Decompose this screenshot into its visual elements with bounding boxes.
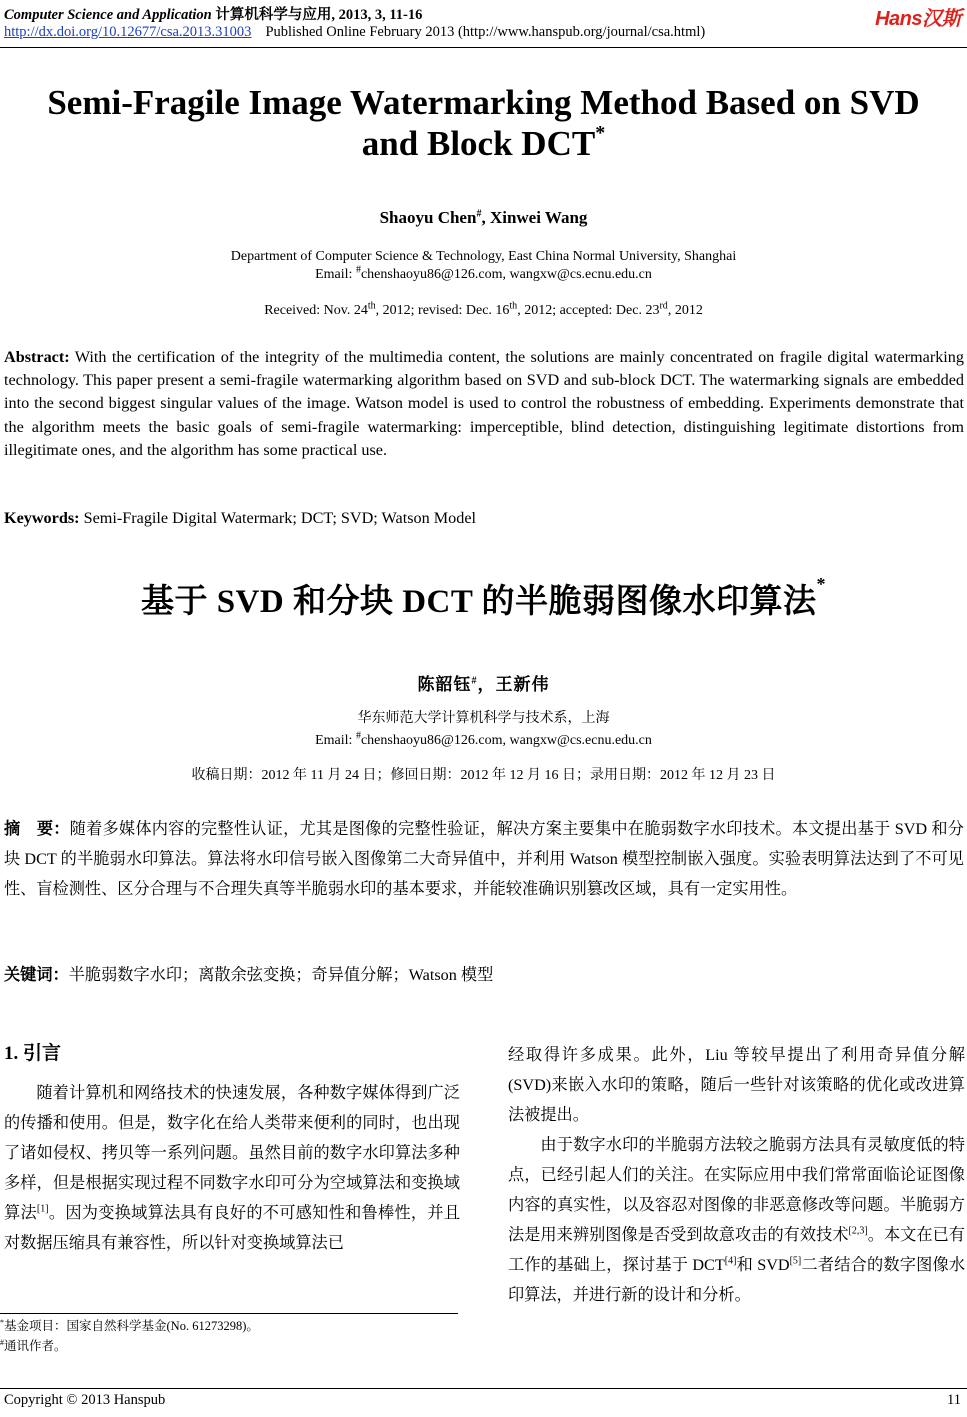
- abstract-zh: 摘 要：随着多媒体内容的完整性认证，尤其是图像的完整性验证，解决方案主要集中在脆弱数字水印技术。本文提出基于 SVD 和分块 DCT 的半脆弱水印算法。算法将水印信号嵌入图像第二大奇异值中，并利用 Watson 模型控制嵌入强度。实验表明算法达到了不可见性、盲检测性、区分合理与不合理失真等半脆弱水印的基本要求，并能较准确识别篡改区域，具有一定实用性。: [4, 820, 964, 898]
- email-zh: Email: #chenshaoyu86@126.com, wangxw@cs.ecnu.edu.cn: [315, 730, 652, 748]
- section-heading: 1. 引言: [4, 1043, 62, 1064]
- affiliation-en: Department of Computer Science & Technology, East China Normal University, Shanghai: [230, 249, 737, 264]
- title-line-1: Semi-Fragile Image Watermarking Method Based on SVD: [47, 83, 920, 122]
- paper-title-en: [0, 82, 967, 164]
- dates-zh: 收稿日期：2012 年 11 月 24 日；修回日期：2012 年 12 月 16 日；录用日期：2012 年 12 月 23 日: [191, 768, 776, 783]
- footnotes: [0, 1316, 259, 1356]
- doi-link[interactable]: http://dx.doi.org/10.12677/csa.2013.31003: [4, 24, 252, 40]
- paragraph: 经取得许多成果。此外，Liu 等较早提出了利用奇异值分解(SVD)来嵌入水印的策略，随后一些针对该策略的优化或改进算法被提出。: [508, 1046, 965, 1124]
- abstract-en: [4, 346, 964, 462]
- hans-logo: Hans汉斯: [875, 8, 961, 30]
- journal-info-zh: 计算机科学与应用, 2013, 3, 11-16: [215, 7, 423, 23]
- dates-en: Received: Nov. 24th, 2012; revised: Dec. 16th, 2012; accepted: Dec. 23rd, 2012: [264, 300, 703, 318]
- abstract-text: With the certification of the integrity of the multimedia content, the solutions are mainly concentrated on fragile digital watermarking technology. This paper present a semi-fragile watermarking algorithm based on SVD and sub-block DCT. The watermarking signals are embedded into the second biggest singular values of the image. Watson model is used to control the robustness of embedding. Experiments demonstrate that the algorithm meets the basic goals of semi-fragile watermarking: imperceptible, blind detection, distinguishing legitimate distortions from illegitimate ones, and the algorithm has some practical use.: [4, 348, 964, 459]
- column-left: [4, 1078, 460, 1258]
- keywords-en: Keywords: Semi-Fragile Digital Watermark; DCT; SVD; Watson Model: [4, 509, 477, 527]
- authors-zh: 陈韶钰#，王新伟: [417, 675, 550, 694]
- journal-name: Computer Science and Application: [4, 7, 212, 23]
- email-en: Email: #chenshaoyu86@126.com, wangxw@cs.ecnu.edu.cn: [315, 264, 652, 282]
- header-divider: [0, 47, 967, 48]
- paragraph: 随着计算机和网络技术的快速发展，各种数字媒体得到广泛的传播和使用。但是，数字化在给人类带来便利的同时，也出现了诸如侵权、拷贝等一系列问题。虽然目前的数字水印算法多种多样，但是根据实现过程不同数字水印可分为空域算法和变换域算法[1]。因为变换域算法具有良好的不可感知性和鲁棒性，并且对数据压缩具有兼容性，所以针对变换域算法已: [4, 1084, 461, 1252]
- page-number: 11: [947, 1392, 961, 1408]
- paragraph: 由于数字水印的半脆弱方法较之脆弱方法具有灵敏度低的特点，已经引起人们的关注。在实际应用中我们常常面临论证图像内容的真实性，以及容忍对图像的非恶意修改等问题。半脆弱方法是用来辨别图像是否受到故意攻击的有效技术[2,3]。本文在已有工作的基础上，探讨基于 DCT[4]和 SVD[5]二者结合的数字图像水印算法，并进行新的设计和分析。: [508, 1136, 966, 1304]
- paper-title-zh: 基于 SVD 和分块 DCT 的半脆弱图像水印算法*: [140, 574, 827, 620]
- authors-en: Shaoyu Chen#, Xinwei Wang: [379, 208, 588, 227]
- keywords-zh: 关键词：半脆弱数字水印；离散余弦变换；奇异值分解；Watson 模型: [4, 966, 494, 984]
- affiliation-zh: 华东师范大学计算机科学与技术系，上海: [357, 711, 610, 726]
- column-right: [508, 1040, 965, 1310]
- footnote-divider: [0, 1313, 458, 1314]
- footnote-funding: *基金项目：国家自然科学基金(No. 61273298)。: [0, 1317, 259, 1333]
- abstract-label: Abstract:: [4, 348, 70, 366]
- published-online: Published Online February 2013 (http://www.hanspub.org/journal/csa.html): [265, 24, 706, 40]
- footer-divider: [0, 1388, 967, 1389]
- doi-line: [4, 24, 705, 41]
- title-line-2: and Block DCT*: [361, 122, 606, 163]
- footnote-corresponding: #通讯作者。: [0, 1337, 67, 1353]
- abstract-zh-label: 摘 要：: [4, 820, 70, 838]
- copyright: Copyright © 2013 Hanspub: [4, 1392, 166, 1408]
- journal-header: [4, 3, 422, 24]
